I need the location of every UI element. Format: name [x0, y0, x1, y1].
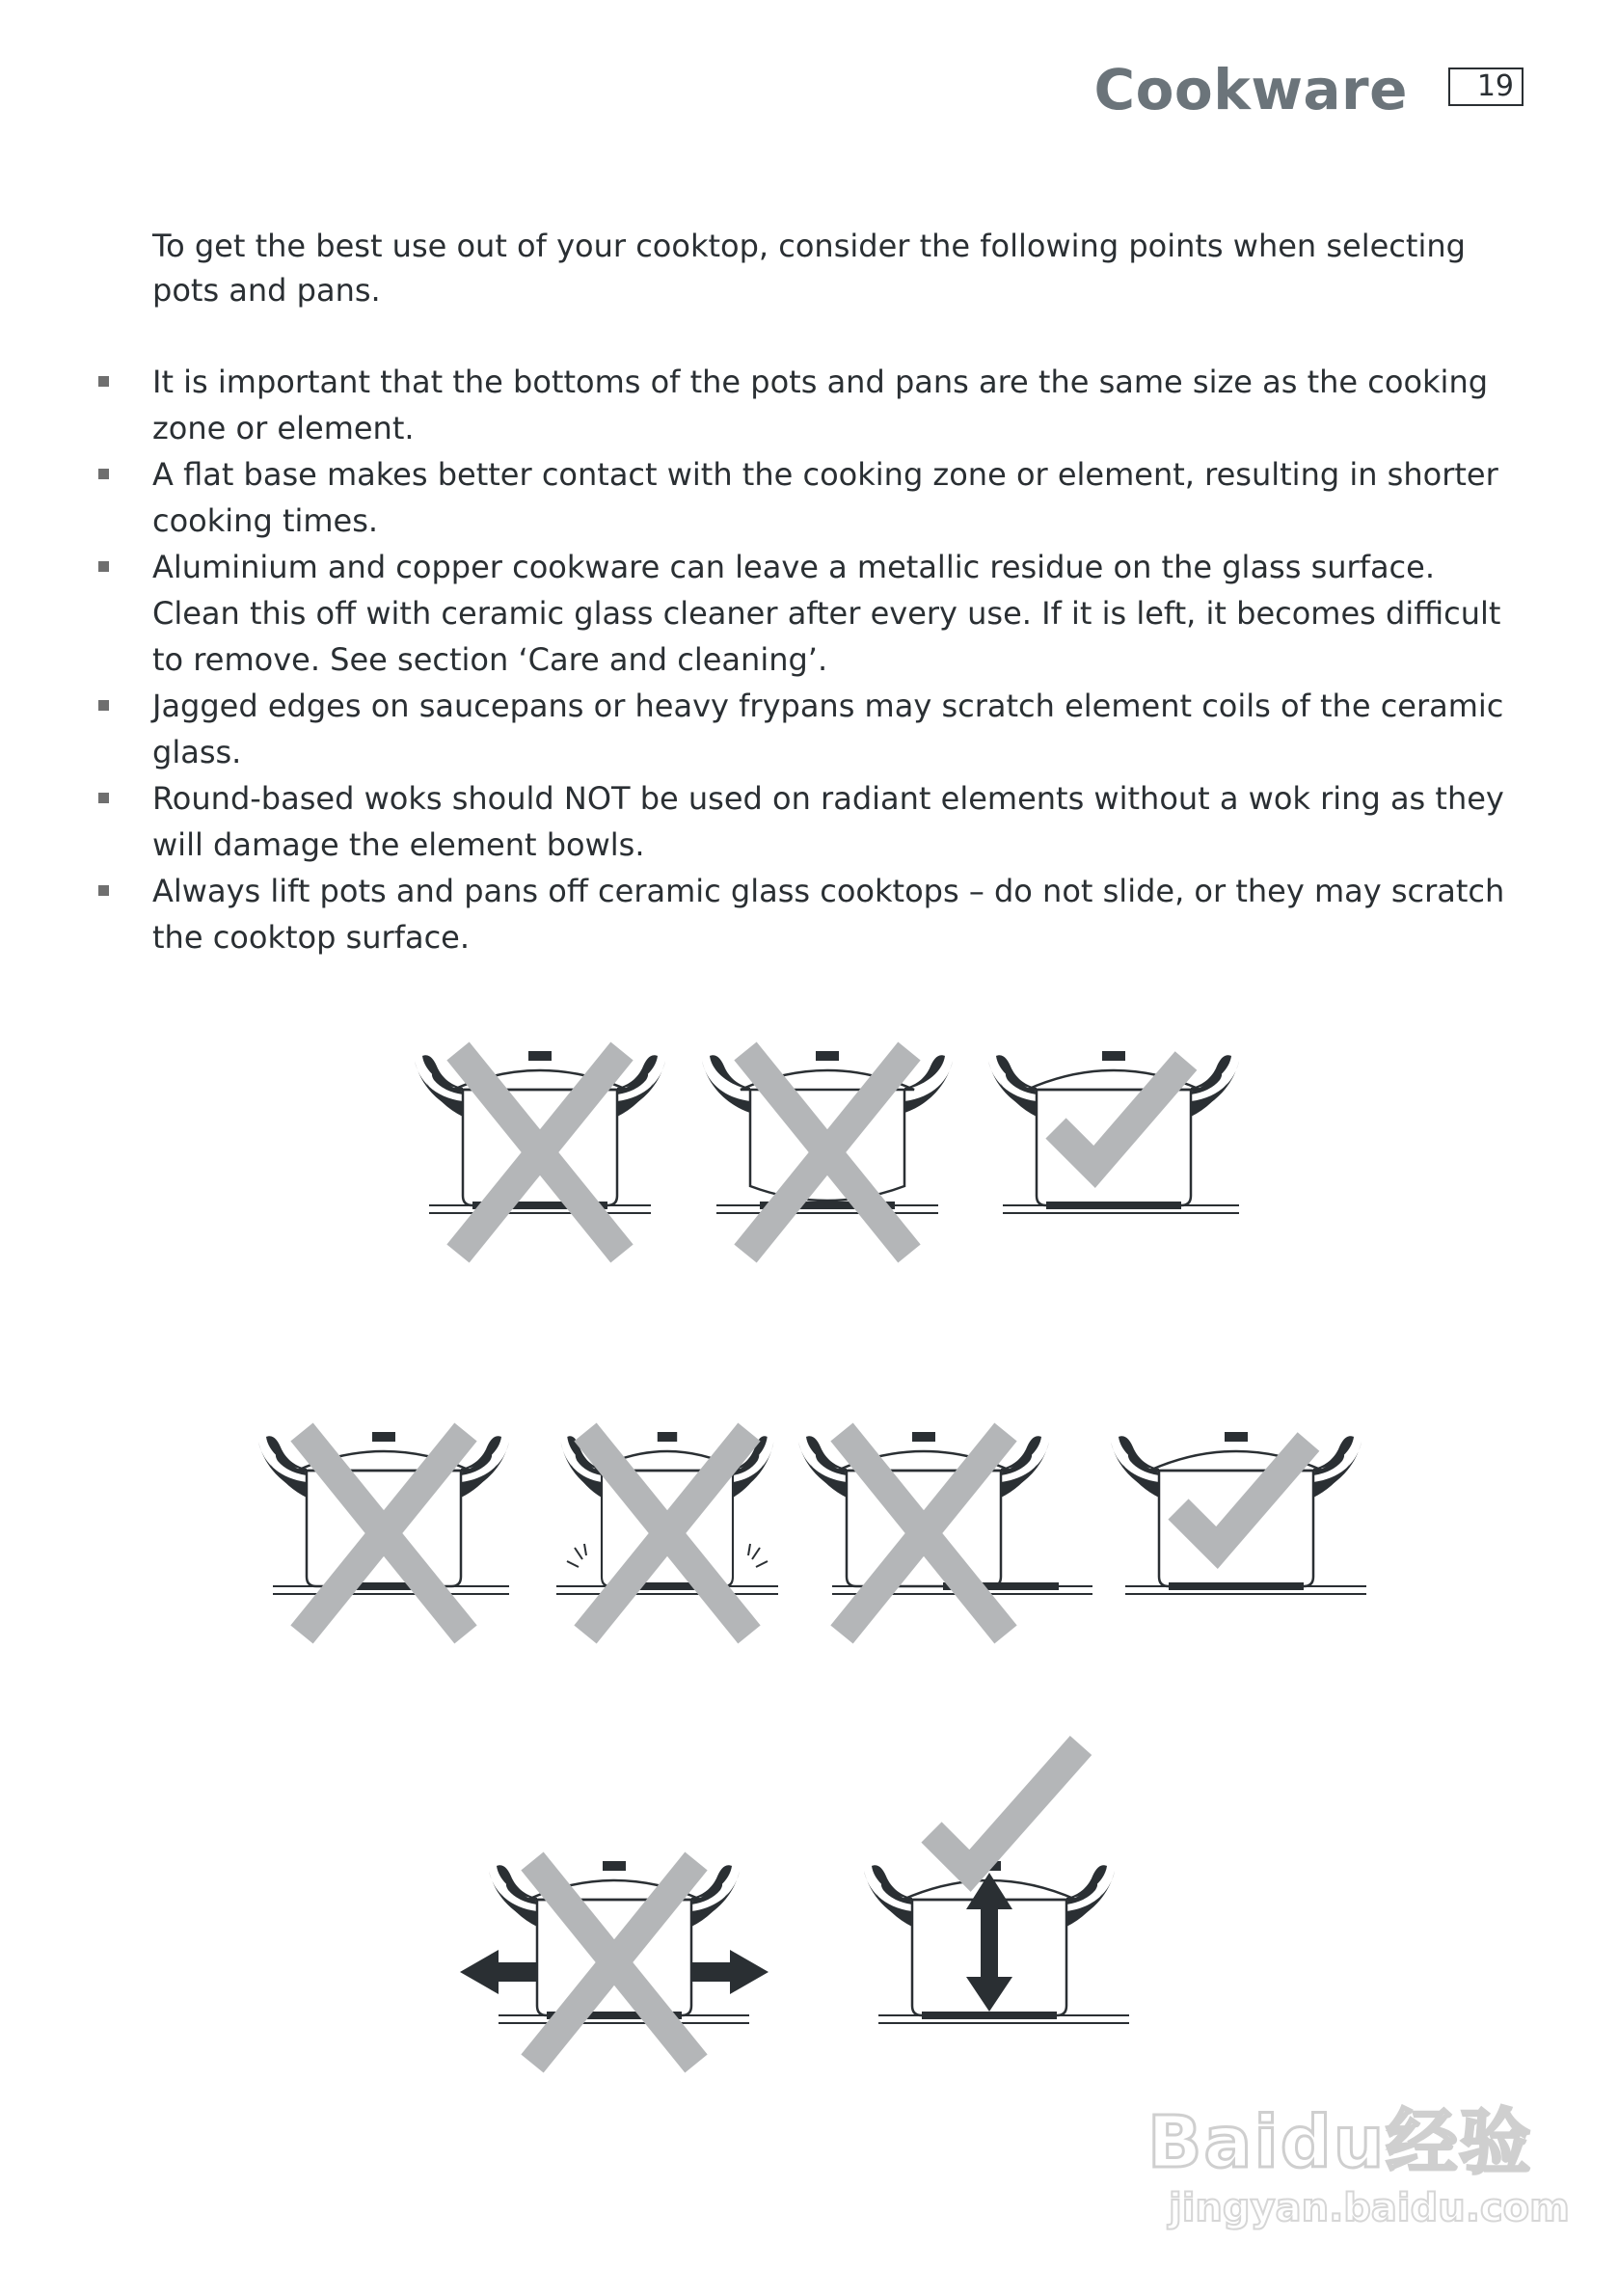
list-item-text: A flat base makes better contact with the cooking zone or element, resulting in shorter cooking times. [152, 456, 1498, 539]
watermark-url: jingyan.baidu.com [1169, 2186, 1570, 2230]
pot-lifting-correct [864, 1861, 1129, 2023]
watermark [1147, 2059, 1570, 2252]
intro-paragraph: To get the best use out of your cooktop, consider the following points when selecting pots and pans. [152, 228, 1466, 309]
list-item-text: Jagged edges on saucepans or heavy frypans may scratch element coils of the ceramic glass. [152, 688, 1504, 770]
correct-mark-icon [931, 1745, 1081, 1871]
list-item-text: Always lift pots and pans off ceramic glass cooktops – do not slide, or they may scratch the cooktop surface. [152, 873, 1505, 956]
watermark-brand: Baidu经验 [1147, 2101, 1533, 2184]
list-item-text: Round-based woks should NOT be used on radiant elements without a wok ring as they will damage the element bowls. [152, 780, 1504, 863]
page-title: Cookware [1093, 57, 1408, 122]
page-number: 19 [1448, 68, 1524, 106]
list-item-text: Aluminium and copper cookware can leave a metallic residue on the glass surface. Clean this off with ceramic glass cleaner after every use. If it is left, it becomes difficult to remove. See section ‘Care and cleaning’. [152, 549, 1501, 678]
arrow-left-icon [460, 1950, 537, 1994]
arrow-right-icon [691, 1950, 769, 1994]
list-item-text: It is important that the bottoms of the pots and pans are the same size as the cooking zone or element. [152, 364, 1489, 446]
